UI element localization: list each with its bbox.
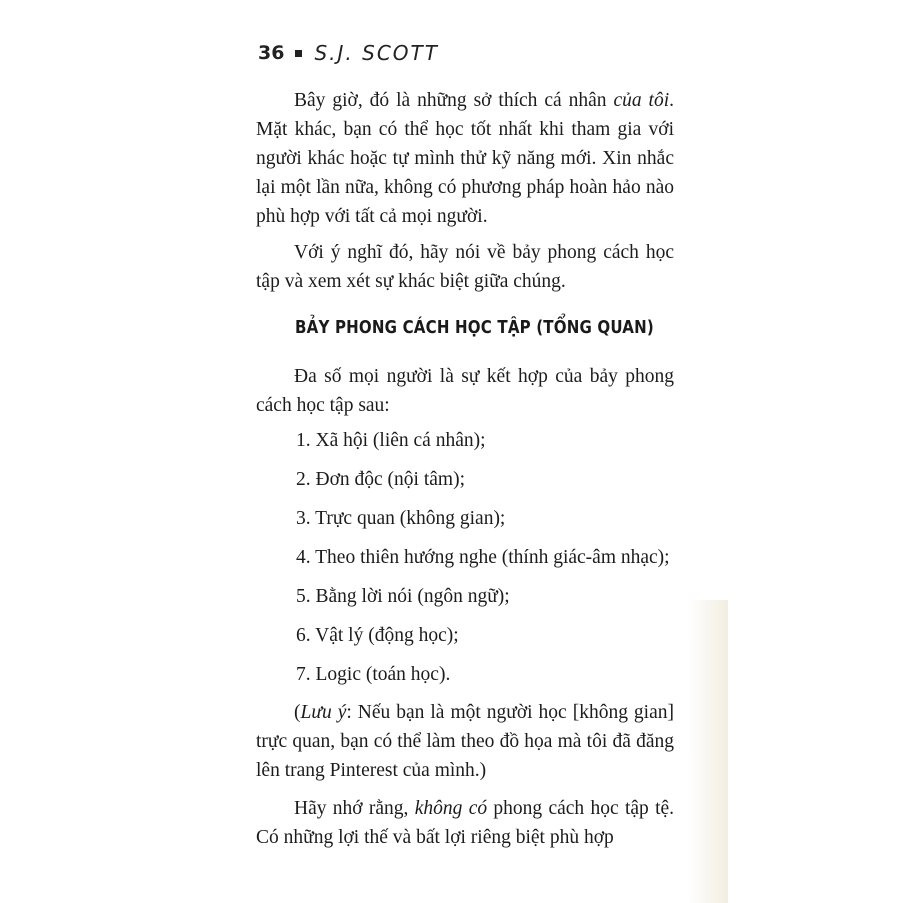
list-item: 7. Logic (toán học). (296, 664, 451, 685)
list-item: 4. Theo thiên hướng nghe (thính giác-âm nhạc); (296, 547, 670, 568)
list-item: 3. Trực quan (không gian); (296, 508, 506, 529)
paragraph-2-text: Với ý nghĩ đó, hãy nói về bảy phong cách học tập và xem xét sự khác biệt giữa chúng. (256, 242, 674, 292)
list-item: 5. Bằng lời nói (ngôn ngữ); (296, 586, 510, 607)
paragraph-3 (256, 362, 674, 420)
list-item: 2. Đơn độc (nội tâm); (296, 469, 465, 490)
paragraph-1 (256, 86, 674, 231)
page-edge-shadow (688, 600, 728, 903)
paragraph-1-text-b: . Mặt khác, bạn có thể học tốt nhất khi tham gia với người khác hoặc tự mình thử kỹ năng mới. Xin nhắc lại một lần nữa, không có phương pháp hoàn hảo nào phù hợp với tất cả mọi người. (256, 90, 674, 227)
note-open-paren: ( (294, 702, 301, 723)
section-heading: BẢY PHONG CÁCH HỌC TẬP (TỔNG QUAN) (295, 318, 654, 338)
author-name: S.J. SCOTT (314, 41, 439, 65)
square-bullet-icon (295, 50, 302, 57)
list-item: 1. Xã hội (liên cá nhân); (296, 430, 486, 451)
learning-styles-list (296, 426, 670, 699)
page-number: 36 (258, 42, 285, 64)
paragraph-5-emphasis: không có (414, 798, 488, 819)
paragraph-5-text-b: phong cách học tập tệ. Có những lợi thế và bất lợi riêng biệt phù hợp (256, 798, 675, 848)
note-paragraph (256, 698, 674, 785)
paragraph-1-text-a: Bây giờ, đó là những sở thích cá nhân (294, 90, 614, 111)
paragraph-5-text-a: Hãy nhớ rằng, (294, 798, 415, 819)
paragraph-2 (256, 238, 674, 296)
paragraph-5 (256, 794, 674, 852)
note-text: : Nếu bạn là một người học [không gian] trực quan, bạn có thể làm theo đồ họa mà tôi đã đăng lên trang Pinterest của mình.) (256, 702, 674, 781)
running-header (258, 38, 439, 68)
list-item: 6. Vật lý (động học); (296, 625, 459, 646)
paragraph-3-text: Đa số mọi người là sự kết hợp của bảy phong cách học tập sau: (256, 366, 674, 416)
note-label: Lưu ý (300, 702, 347, 723)
paragraph-1-emphasis: của tôi (613, 90, 670, 111)
